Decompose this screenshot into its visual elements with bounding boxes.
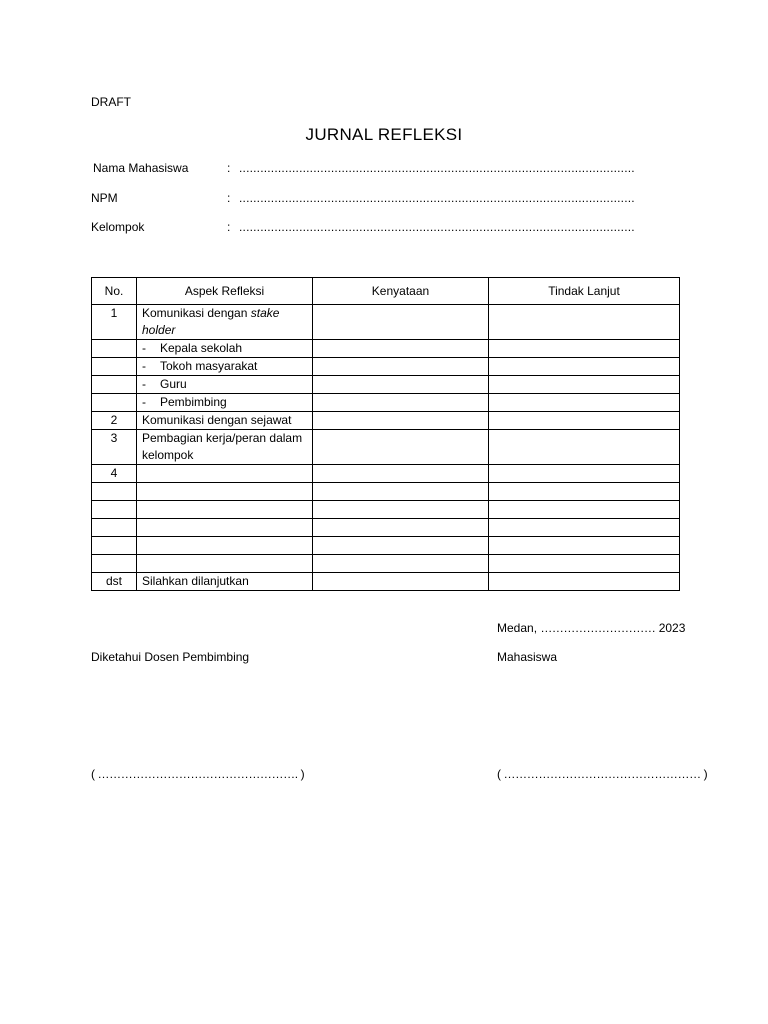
table-row: [92, 519, 680, 537]
row-aspek: Pembagian kerja/peran dalam kelompok: [137, 430, 313, 465]
date-dots: …………………………: [540, 621, 656, 635]
cell-tindak-lanjut[interactable]: [489, 305, 680, 340]
row-no: [92, 483, 137, 501]
dash-bullet: -: [142, 341, 146, 355]
cell-tindak-lanjut[interactable]: [489, 358, 680, 376]
table-row: [92, 483, 680, 501]
draft-label: DRAFT: [91, 95, 131, 109]
cell-kenyataan[interactable]: [313, 394, 489, 412]
table-row: [92, 537, 680, 555]
row-aspek: [137, 358, 313, 376]
supervisor-role-label: Diketahui Dosen Pembimbing: [91, 650, 250, 664]
dash-bullet: -: [142, 395, 146, 409]
cell-kenyataan[interactable]: [313, 430, 489, 465]
cell-tindak-lanjut[interactable]: [489, 340, 680, 358]
row-no: [92, 340, 137, 358]
row-no: [92, 358, 137, 376]
header-kenyataan: Kenyataan: [313, 278, 489, 305]
row-aspek[interactable]: [137, 501, 313, 519]
cell-kenyataan[interactable]: [313, 483, 489, 501]
row-no: [92, 394, 137, 412]
row-aspek[interactable]: [137, 555, 313, 573]
cell-kenyataan[interactable]: [313, 519, 489, 537]
row-no: 1: [92, 305, 137, 340]
table-row: [92, 412, 680, 430]
aspek-text: Kepala sekolah: [160, 341, 243, 355]
field-dots-kelompok: ................................................................................................................: [239, 220, 635, 234]
row-no: 2: [92, 412, 137, 430]
cell-tindak-lanjut[interactable]: [489, 555, 680, 573]
cell-tindak-lanjut[interactable]: [489, 501, 680, 519]
field-label-npm: NPM: [91, 191, 118, 205]
cell-kenyataan[interactable]: [313, 555, 489, 573]
row-aspek[interactable]: [137, 519, 313, 537]
aspek-text: Komunikasi dengan: [142, 306, 251, 320]
row-no: dst: [92, 573, 137, 591]
header-aspek: Aspek Refleksi: [137, 278, 313, 305]
table-row: [92, 305, 680, 340]
aspek-text: Tokoh masyarakat: [160, 359, 258, 373]
table-row: [92, 573, 680, 591]
row-aspek[interactable]: [137, 537, 313, 555]
cell-kenyataan[interactable]: [313, 501, 489, 519]
cell-tindak-lanjut[interactable]: [489, 430, 680, 465]
cell-kenyataan[interactable]: [313, 358, 489, 376]
cell-tindak-lanjut[interactable]: [489, 376, 680, 394]
field-colon: :: [227, 161, 231, 175]
field-colon: :: [227, 220, 231, 234]
row-aspek: [137, 394, 313, 412]
row-no: 4: [92, 465, 137, 483]
field-label-kelompok: Kelompok: [91, 220, 145, 234]
place-date-line: [497, 621, 685, 635]
cell-tindak-lanjut[interactable]: [489, 537, 680, 555]
row-no: 3: [92, 430, 137, 465]
row-aspek: Komunikasi dengan sejawat: [137, 412, 313, 430]
cell-tindak-lanjut[interactable]: [489, 412, 680, 430]
aspek-text: Guru: [160, 377, 187, 391]
reflection-table: [91, 277, 680, 591]
table-row: [92, 358, 680, 376]
row-aspek: [137, 376, 313, 394]
cell-tindak-lanjut[interactable]: [489, 394, 680, 412]
table-header-row: [92, 278, 680, 305]
student-role-label: Mahasiswa: [497, 650, 558, 664]
cell-tindak-lanjut[interactable]: [489, 519, 680, 537]
cell-kenyataan[interactable]: [313, 412, 489, 430]
document-title: JURNAL REFLEKSI: [305, 125, 463, 144]
cell-kenyataan[interactable]: [313, 573, 489, 591]
row-no: [92, 537, 137, 555]
cell-kenyataan[interactable]: [313, 305, 489, 340]
table-row: [92, 501, 680, 519]
header-no: No.: [92, 278, 137, 305]
table-row: [92, 340, 680, 358]
field-label-nama: Nama Mahasiswa: [93, 161, 189, 175]
table-row: [92, 394, 680, 412]
table-row: [92, 555, 680, 573]
table-row: [92, 465, 680, 483]
row-aspek: [137, 305, 313, 340]
row-no: [92, 501, 137, 519]
field-colon: :: [227, 191, 231, 205]
aspek-italic-text: stake holder: [142, 306, 280, 337]
place-text: Medan,: [497, 621, 541, 635]
dash-bullet: -: [142, 359, 146, 373]
cell-kenyataan[interactable]: [313, 537, 489, 555]
row-no: [92, 555, 137, 573]
table-row: [92, 376, 680, 394]
supervisor-signature-line: ( ……………………………………………. ): [91, 767, 305, 781]
table-row: [92, 430, 680, 465]
row-no: [92, 376, 137, 394]
cell-tindak-lanjut[interactable]: [489, 573, 680, 591]
cell-kenyataan[interactable]: [313, 465, 489, 483]
field-dots-nama: ................................................................................................................: [239, 161, 635, 175]
cell-kenyataan[interactable]: [313, 340, 489, 358]
aspek-text: Pembimbing: [160, 395, 227, 409]
row-aspek: Silahkan dilanjutkan: [137, 573, 313, 591]
dash-bullet: -: [142, 377, 146, 391]
field-dots-npm: ................................................................................................................: [239, 191, 635, 205]
row-aspek[interactable]: [137, 483, 313, 501]
row-aspek: [137, 340, 313, 358]
row-aspek[interactable]: [137, 465, 313, 483]
year-text: 2023: [655, 621, 686, 635]
row-no: [92, 519, 137, 537]
cell-tindak-lanjut[interactable]: [489, 465, 680, 483]
cell-kenyataan[interactable]: [313, 376, 489, 394]
header-tindak-lanjut: Tindak Lanjut: [489, 278, 680, 305]
student-signature-line: ( …………………………………………… ): [497, 767, 708, 781]
cell-tindak-lanjut[interactable]: [489, 483, 680, 501]
